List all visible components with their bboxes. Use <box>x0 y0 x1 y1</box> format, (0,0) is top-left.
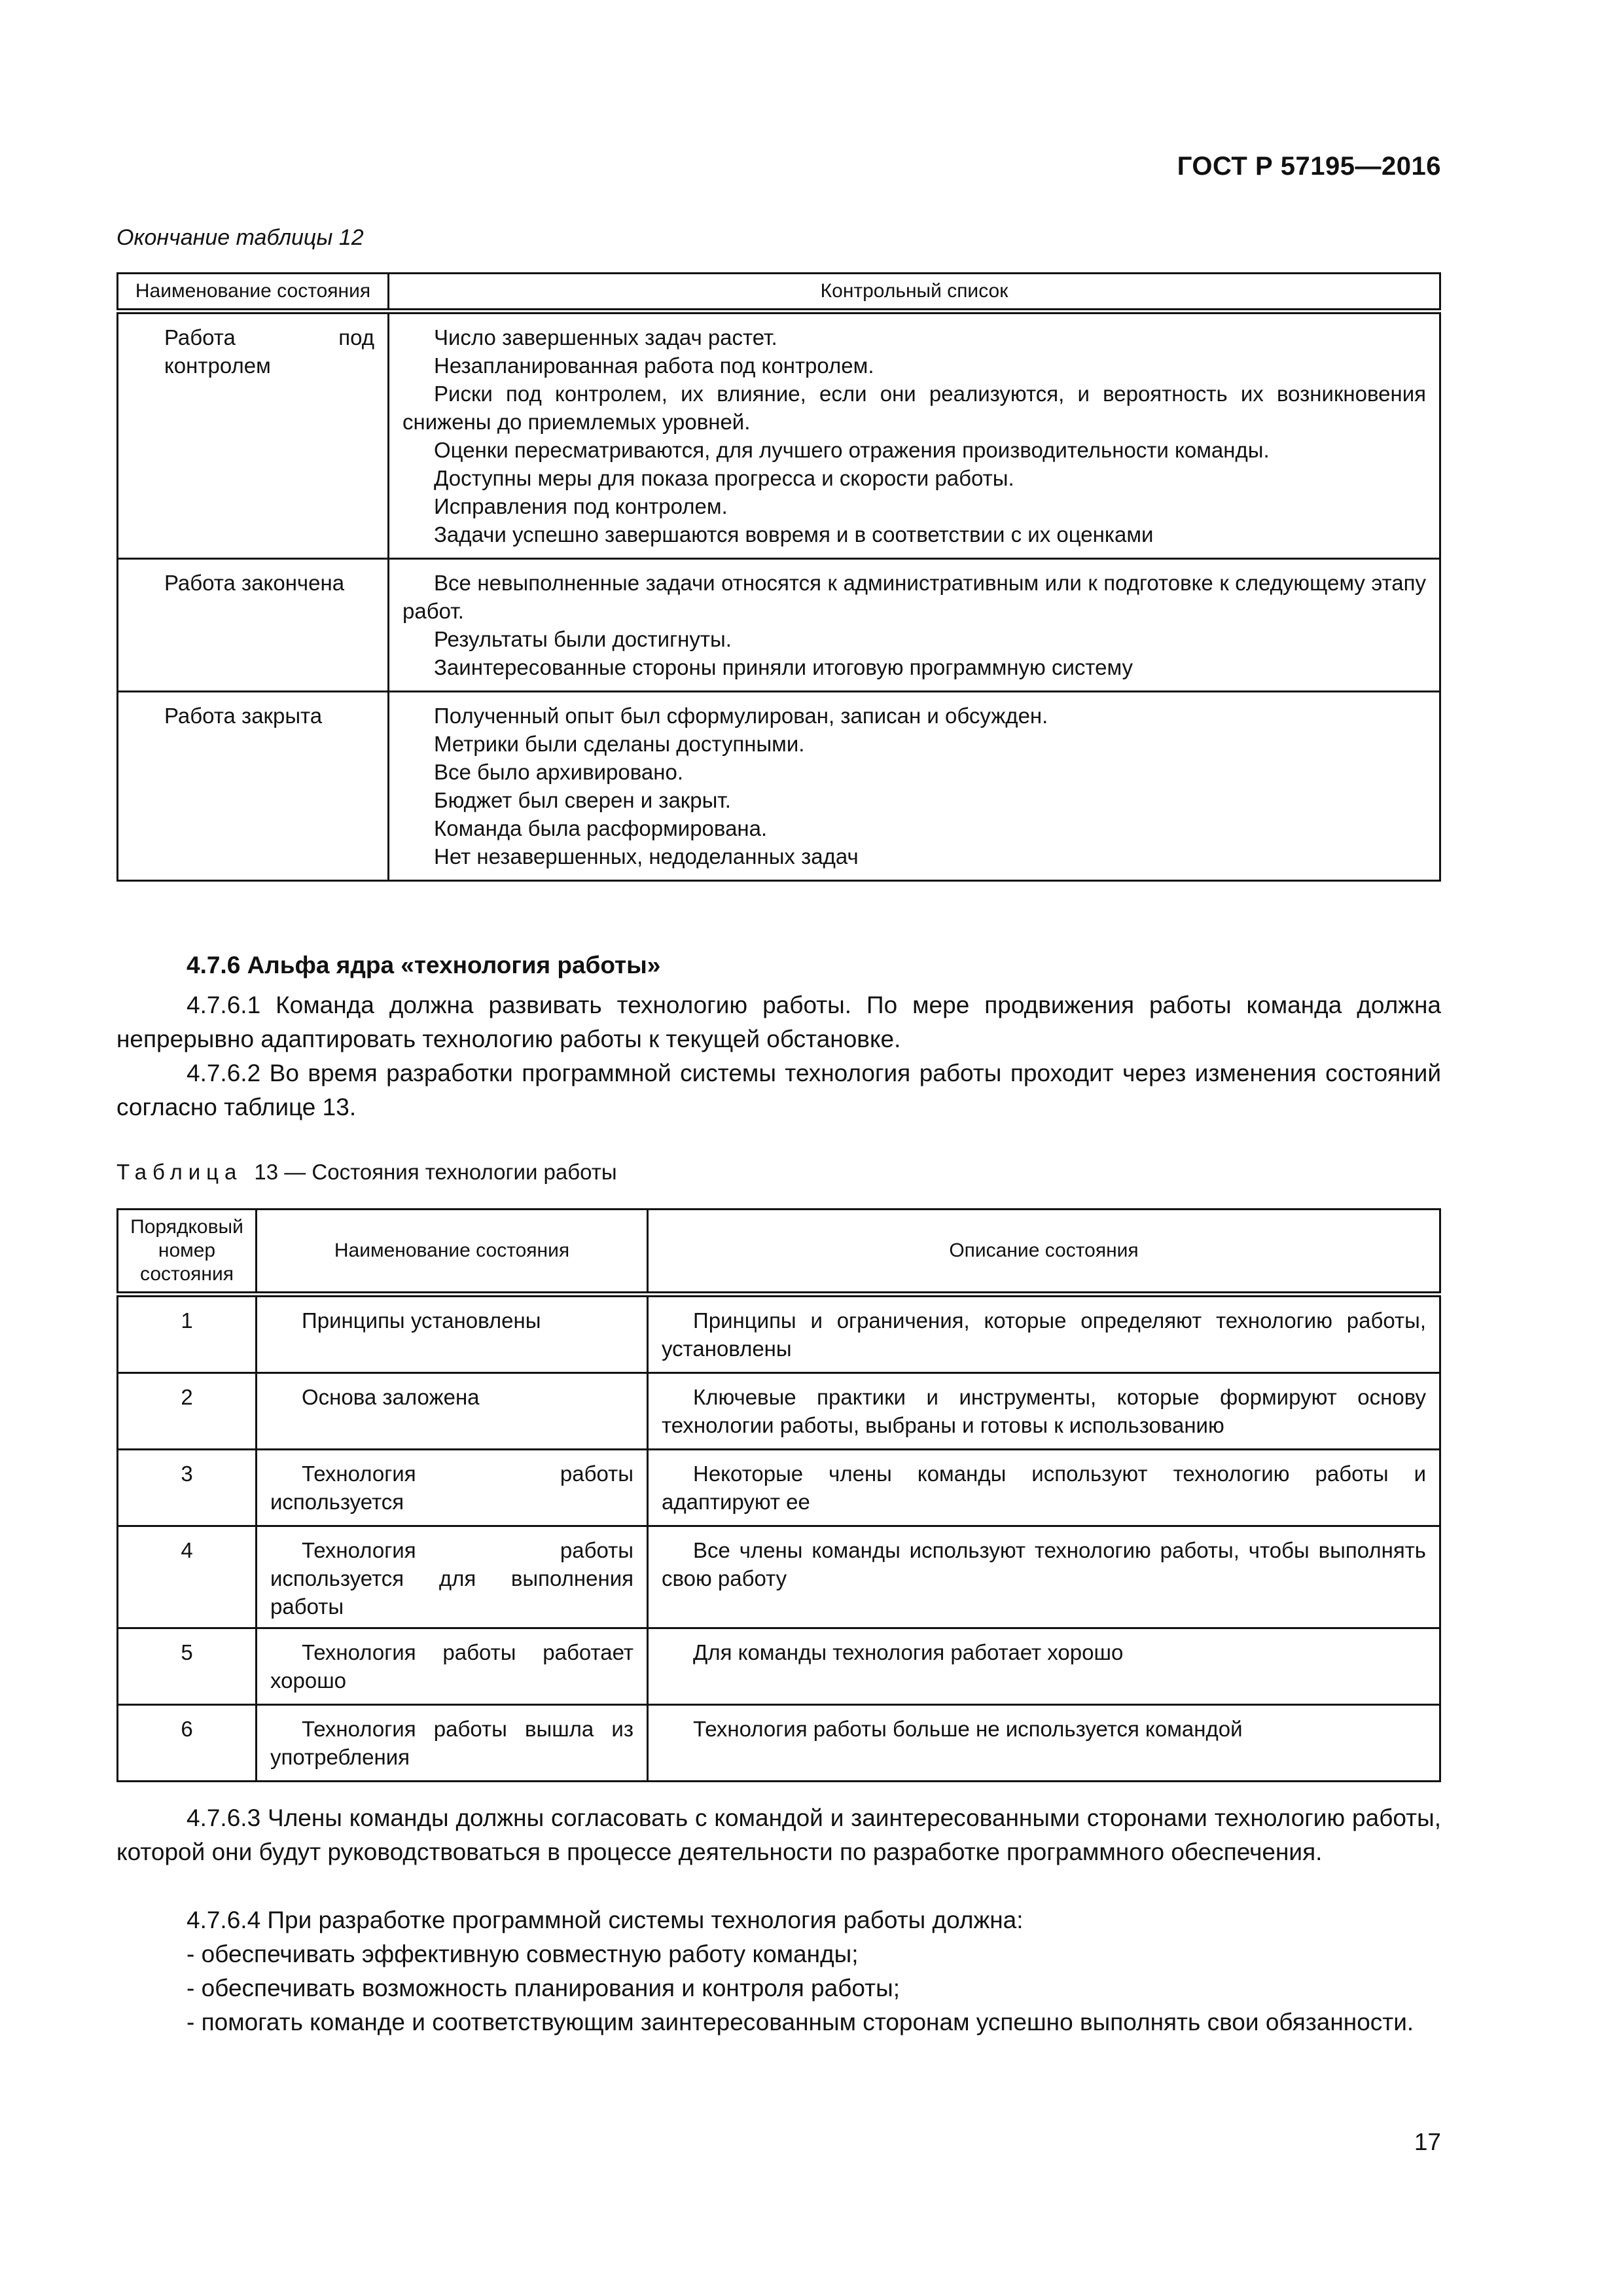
state-name: Технология работы используется для выполнения работы <box>257 1526 648 1628</box>
paragraph-4-7-6-1: 4.7.6.1 Команда должна развивать технологию работы. По мере продвижения работы команда должна непрерывно адаптировать технологию работы к текущей обстановке. <box>116 992 1441 1052</box>
checklist-item: Оценки пересматриваются, для лучшего отражения производительности команды. <box>434 438 1270 462</box>
state-number: 5 <box>118 1628 257 1705</box>
table13-title <box>116 1160 617 1185</box>
document-id: ГОСТ Р 57195—2016 <box>1177 152 1441 181</box>
table13-header-row <box>118 1210 1440 1295</box>
checklist-item: Риски под контролем, их влияние, если они реализуются, и вероятность их возникновения снижены до приемлемых уровней. <box>402 382 1426 434</box>
checklist-item: Доступны меры для показа прогресса и скорости работы. <box>434 466 1014 490</box>
table12-header-row <box>118 274 1440 312</box>
checklist-item: Незапланированная работа под контролем. <box>434 353 874 378</box>
state-name: Принципы установлены <box>257 1295 648 1373</box>
state-name: Работа закрыта <box>118 692 389 881</box>
table-row <box>118 1450 1440 1526</box>
checklist-item: Бюджет был сверен и закрыт. <box>434 788 731 812</box>
page-number: 17 <box>1414 2128 1441 2155</box>
state-name: Работа под контролем <box>118 312 389 559</box>
table-12 <box>116 272 1441 882</box>
list-item: - помогать команде и соответствующим заинтересованным сторонам успешно выполнять свои обязанности. <box>187 2009 1414 2036</box>
state-name: Работа закончена <box>118 559 389 692</box>
checklist-item: Результаты были достигнуты. <box>434 627 732 651</box>
list-item: - обеспечивать эффективную совместную работу команды; <box>187 1941 859 1967</box>
checklist-item: Все невыполненные задачи относятся к административным или к подготовке к следующему этапу работ. <box>402 571 1426 623</box>
state-name: Основа заложена <box>257 1373 648 1450</box>
checklist-item: Задачи успешно завершаются вовремя и в соответствии с их оценками <box>434 522 1154 547</box>
table-13 <box>116 1208 1441 1782</box>
table13-header-number: Порядковый номер состояния <box>118 1210 257 1295</box>
checklist-item: Нет незавершенных, недоделанных задач <box>434 844 859 869</box>
table12-caption: Окончание таблицы 12 <box>116 225 364 250</box>
paragraph-4-7-6-3: 4.7.6.3 Члены команды должны согласовать с командой и заинтересованными сторонами технологию работы, которой они будут руководствоваться в процессе деятельности по разработке программного обеспечения. <box>116 1804 1441 1865</box>
checklist-item: Команда была расформирована. <box>434 816 768 840</box>
section-heading: 4.7.6 Альфа ядра «технология работы» <box>187 952 661 978</box>
state-number: 1 <box>118 1295 257 1373</box>
checklist-item: Исправления под контролем. <box>434 494 728 518</box>
table-row <box>118 559 1440 692</box>
state-name: Технология работы работает хорошо <box>257 1628 648 1705</box>
table-row <box>118 1373 1440 1450</box>
table13-header-name: Наименование состояния <box>257 1210 648 1295</box>
checklist-item: Все было архивировано. <box>434 760 683 784</box>
checklist-cell <box>389 559 1440 692</box>
state-description: Некоторые члены команды используют технологию работы и адаптируют ее <box>648 1450 1440 1526</box>
state-description: Все члены команды используют технологию работы, чтобы выполнять свою работу <box>648 1526 1440 1628</box>
checklist-item: Число завершенных задач растет. <box>434 325 777 350</box>
list-item: - обеспечивать возможность планирования и контроля работы; <box>187 1975 900 2001</box>
state-name: Технология работы используется <box>257 1450 648 1526</box>
state-description: Технология работы больше не используется командой <box>648 1705 1440 1782</box>
paragraph-4-7-6-4: 4.7.6.4 При разработке программной системы технология работы должна: <box>187 1907 1024 1933</box>
table12-header-state: Наименование состояния <box>118 274 389 312</box>
table-row <box>118 312 1440 559</box>
table13-title-text: 13 — Состояния технологии работы <box>254 1160 617 1184</box>
table-row <box>118 1628 1440 1705</box>
checklist-item: Заинтересованные стороны приняли итоговую программную систему <box>434 655 1133 679</box>
table-row <box>118 692 1440 881</box>
state-description: Ключевые практики и инструменты, которые формируют основу технологии работы, выбраны и готовы к использованию <box>648 1373 1440 1450</box>
state-description: Для команды технология работает хорошо <box>648 1628 1440 1705</box>
table13-header-description: Описание состояния <box>648 1210 1440 1295</box>
checklist-item: Метрики были сделаны доступными. <box>434 732 805 756</box>
table13-label: Таблица <box>116 1160 243 1184</box>
paragraph-4-7-6-2: 4.7.6.2 Во время разработки программной системы технология работы проходит через изменения состояний согласно таблице 13. <box>116 1060 1441 1121</box>
state-description: Принципы и ограничения, которые определяют технологию работы, установлены <box>648 1295 1440 1373</box>
table-row <box>118 1295 1440 1373</box>
checklist-cell <box>389 692 1440 881</box>
state-name: Технология работы вышла из употребления <box>257 1705 648 1782</box>
state-number: 2 <box>118 1373 257 1450</box>
state-number: 4 <box>118 1526 257 1628</box>
table12-header-checklist: Контрольный список <box>389 274 1440 312</box>
state-number: 6 <box>118 1705 257 1782</box>
state-number: 3 <box>118 1450 257 1526</box>
checklist-cell <box>389 312 1440 559</box>
checklist-item: Полученный опыт был сформулирован, записан и обсужден. <box>434 704 1048 728</box>
table-row <box>118 1526 1440 1628</box>
table-row <box>118 1705 1440 1782</box>
